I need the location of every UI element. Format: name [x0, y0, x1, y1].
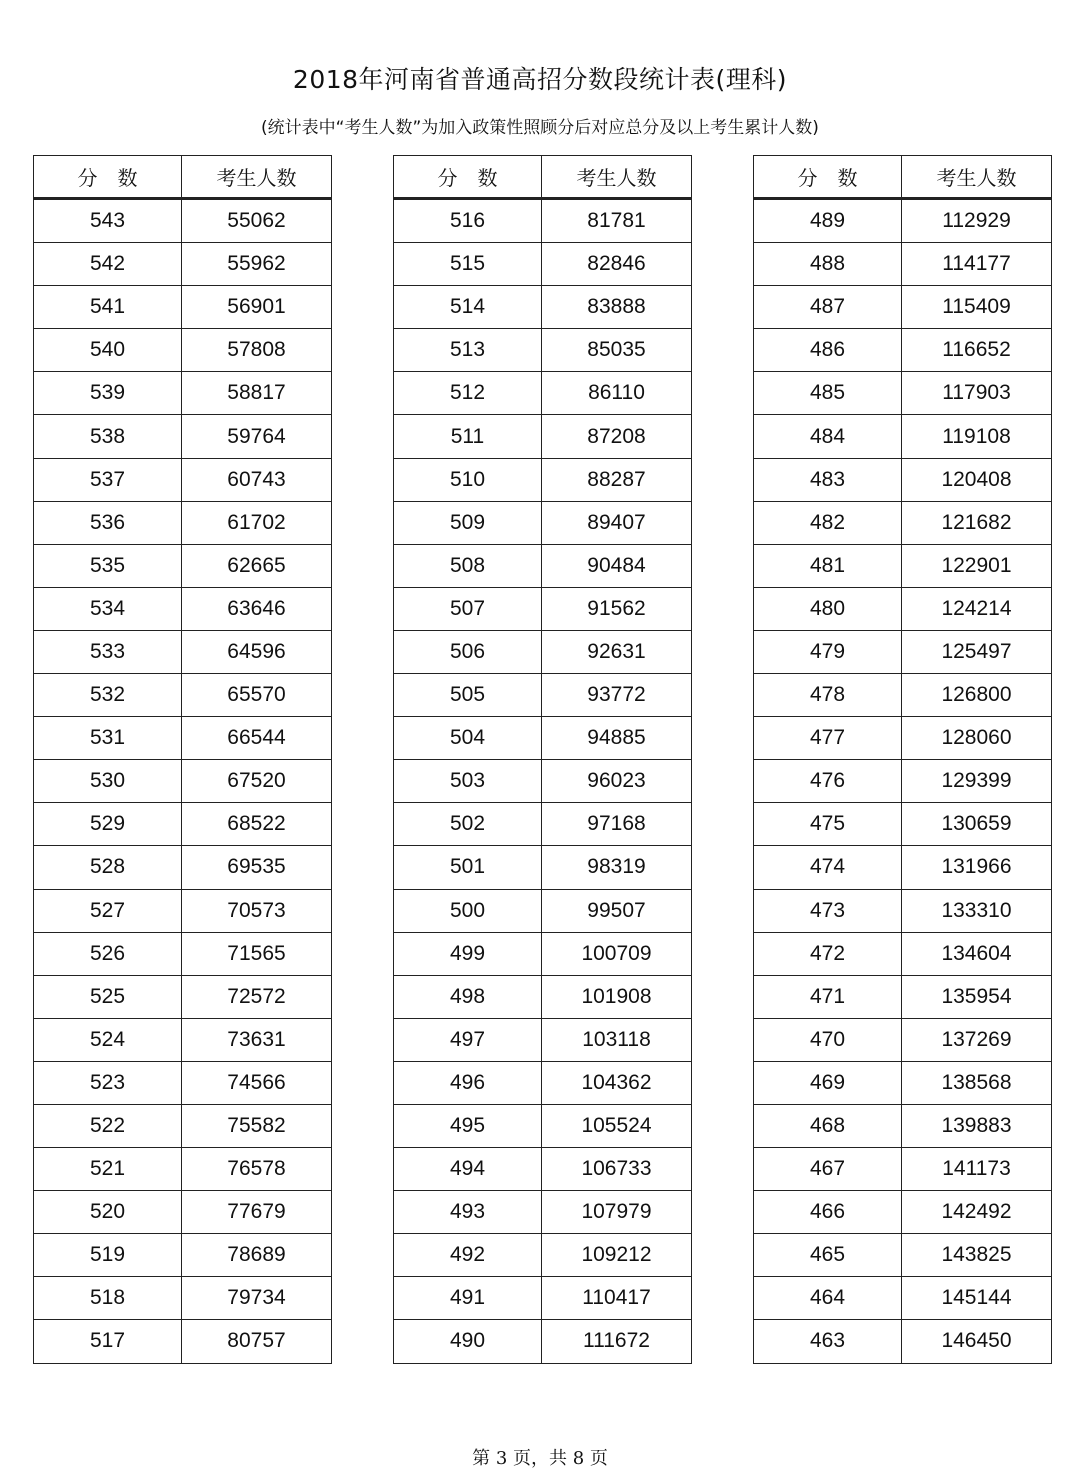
table-row [34, 1234, 332, 1277]
table-row [394, 1191, 692, 1234]
count-cell: 101908 [542, 975, 692, 1018]
count-cell: 109212 [542, 1234, 692, 1277]
score-cell: 521 [34, 1148, 182, 1191]
table-row [754, 501, 1052, 544]
count-cell: 100709 [542, 932, 692, 975]
table-row [394, 372, 692, 415]
count-cell: 75582 [182, 1104, 332, 1147]
count-cell: 88287 [542, 458, 692, 501]
table-row [754, 1018, 1052, 1061]
score-cell: 484 [754, 415, 902, 458]
count-cell: 145144 [902, 1277, 1052, 1320]
score-cell: 478 [754, 674, 902, 717]
count-cell: 57808 [182, 329, 332, 372]
table-row [394, 760, 692, 803]
score-cell: 490 [394, 1320, 542, 1363]
table-row [754, 458, 1052, 501]
score-cell: 465 [754, 1234, 902, 1277]
table-row [394, 1234, 692, 1277]
table-row [754, 760, 1052, 803]
count-cell: 129399 [902, 760, 1052, 803]
count-cell: 130659 [902, 803, 1052, 846]
table-row [34, 1320, 332, 1363]
count-cell: 62665 [182, 544, 332, 587]
score-cell: 487 [754, 286, 902, 329]
score-cell: 494 [394, 1148, 542, 1191]
count-cell: 119108 [902, 415, 1052, 458]
score-cell: 495 [394, 1104, 542, 1147]
count-cell: 131966 [902, 846, 1052, 889]
table-row [34, 803, 332, 846]
score-cell: 542 [34, 243, 182, 286]
score-cell: 529 [34, 803, 182, 846]
score-cell: 510 [394, 458, 542, 501]
count-cell: 121682 [902, 501, 1052, 544]
score-cell: 481 [754, 544, 902, 587]
table-row [34, 199, 332, 243]
score-cell: 500 [394, 889, 542, 932]
count-cell: 79734 [182, 1277, 332, 1320]
score-cell: 501 [394, 846, 542, 889]
score-cell: 503 [394, 760, 542, 803]
score-cell: 526 [34, 932, 182, 975]
page-subtitle: (统计表中“考生人数”为加入政策性照顾分后对应总分及以上考生累计人数) [261, 118, 819, 138]
table-row [394, 286, 692, 329]
table-row [754, 1191, 1052, 1234]
score-cell: 469 [754, 1061, 902, 1104]
table-row [394, 1018, 692, 1061]
table-row [34, 932, 332, 975]
count-cell: 128060 [902, 717, 1052, 760]
count-cell: 76578 [182, 1148, 332, 1191]
count-cell: 98319 [542, 846, 692, 889]
count-cell: 117903 [902, 372, 1052, 415]
score-cell: 524 [34, 1018, 182, 1061]
table-row [34, 501, 332, 544]
count-cell: 126800 [902, 674, 1052, 717]
score-cell: 491 [394, 1277, 542, 1320]
score-cell: 475 [754, 803, 902, 846]
score-cell: 534 [34, 587, 182, 630]
table-row [34, 1061, 332, 1104]
table-row [34, 1277, 332, 1320]
table-row [34, 630, 332, 673]
count-cell: 81781 [542, 199, 692, 243]
score-cell: 539 [34, 372, 182, 415]
count-cell: 137269 [902, 1018, 1052, 1061]
count-cell: 58817 [182, 372, 332, 415]
count-cell: 74566 [182, 1061, 332, 1104]
page-footer: 第 3 页，共 8 页 [472, 1448, 608, 1469]
table-row [754, 587, 1052, 630]
score-cell: 536 [34, 501, 182, 544]
count-cell: 124214 [902, 587, 1052, 630]
table-header-row [754, 156, 1052, 199]
table-row [754, 1320, 1052, 1363]
table-row [754, 1234, 1052, 1277]
count-cell: 138568 [902, 1061, 1052, 1104]
table-row [34, 372, 332, 415]
table-row [394, 199, 692, 243]
count-cell: 135954 [902, 975, 1052, 1018]
header-score: 分 数 [34, 156, 182, 199]
count-cell: 55962 [182, 243, 332, 286]
count-cell: 86110 [542, 372, 692, 415]
score-cell: 514 [394, 286, 542, 329]
count-cell: 66544 [182, 717, 332, 760]
score-cell: 520 [34, 1191, 182, 1234]
count-cell: 83888 [542, 286, 692, 329]
table-row [394, 1277, 692, 1320]
score-cell: 479 [754, 630, 902, 673]
count-cell: 106733 [542, 1148, 692, 1191]
header-count: 考生人数 [182, 156, 332, 199]
table-row [754, 975, 1052, 1018]
header-score: 分 数 [754, 156, 902, 199]
score-cell: 480 [754, 587, 902, 630]
table-row [754, 846, 1052, 889]
count-cell: 134604 [902, 932, 1052, 975]
score-cell: 499 [394, 932, 542, 975]
table-row [34, 329, 332, 372]
table-row [754, 286, 1052, 329]
score-cell: 476 [754, 760, 902, 803]
count-cell: 112929 [902, 199, 1052, 243]
table-row [34, 889, 332, 932]
score-cell: 506 [394, 630, 542, 673]
score-cell: 528 [34, 846, 182, 889]
count-cell: 71565 [182, 932, 332, 975]
table-row [754, 199, 1052, 243]
table-row [34, 717, 332, 760]
table-row [394, 243, 692, 286]
count-cell: 60743 [182, 458, 332, 501]
score-cell: 538 [34, 415, 182, 458]
table-header-row [34, 156, 332, 199]
count-cell: 73631 [182, 1018, 332, 1061]
table-row [754, 932, 1052, 975]
table-row [34, 415, 332, 458]
score-cell: 509 [394, 501, 542, 544]
score-table-2 [393, 155, 692, 1364]
table-row [34, 587, 332, 630]
table-row [754, 803, 1052, 846]
count-cell: 139883 [902, 1104, 1052, 1147]
count-cell: 96023 [542, 760, 692, 803]
table-header-row [394, 156, 692, 199]
score-cell: 507 [394, 587, 542, 630]
count-cell: 72572 [182, 975, 332, 1018]
score-cell: 517 [34, 1320, 182, 1363]
table-row [394, 975, 692, 1018]
table-row [394, 458, 692, 501]
score-cell: 511 [394, 415, 542, 458]
score-cell: 505 [394, 674, 542, 717]
count-cell: 92631 [542, 630, 692, 673]
header-count: 考生人数 [542, 156, 692, 199]
score-cell: 519 [34, 1234, 182, 1277]
score-cell: 518 [34, 1277, 182, 1320]
count-cell: 80757 [182, 1320, 332, 1363]
table-row [394, 846, 692, 889]
score-cell: 492 [394, 1234, 542, 1277]
table-row [394, 544, 692, 587]
table-row [754, 717, 1052, 760]
table-row [34, 1104, 332, 1147]
score-cell: 498 [394, 975, 542, 1018]
table-row [754, 674, 1052, 717]
count-cell: 90484 [542, 544, 692, 587]
table-row [754, 372, 1052, 415]
count-cell: 133310 [902, 889, 1052, 932]
count-cell: 85035 [542, 329, 692, 372]
count-cell: 93772 [542, 674, 692, 717]
table-row [394, 717, 692, 760]
score-cell: 531 [34, 717, 182, 760]
table-row [34, 1148, 332, 1191]
count-cell: 68522 [182, 803, 332, 846]
count-cell: 116652 [902, 329, 1052, 372]
count-cell: 87208 [542, 415, 692, 458]
count-cell: 120408 [902, 458, 1052, 501]
table-row [754, 415, 1052, 458]
table-row [34, 1191, 332, 1234]
count-cell: 82846 [542, 243, 692, 286]
score-cell: 464 [754, 1277, 902, 1320]
score-cell: 522 [34, 1104, 182, 1147]
score-cell: 474 [754, 846, 902, 889]
table-row [34, 975, 332, 1018]
table-row [394, 1320, 692, 1363]
table-row [394, 415, 692, 458]
table-row [34, 674, 332, 717]
score-cell: 532 [34, 674, 182, 717]
table-row [394, 932, 692, 975]
score-cell: 516 [394, 199, 542, 243]
table-row [394, 630, 692, 673]
count-cell: 107979 [542, 1191, 692, 1234]
count-cell: 143825 [902, 1234, 1052, 1277]
header-score: 分 数 [394, 156, 542, 199]
table-row [754, 329, 1052, 372]
score-table-1 [33, 155, 332, 1364]
count-cell: 105524 [542, 1104, 692, 1147]
table-row [754, 630, 1052, 673]
table-row [394, 1061, 692, 1104]
table-row [754, 544, 1052, 587]
header-count: 考生人数 [902, 156, 1052, 199]
count-cell: 64596 [182, 630, 332, 673]
table-row [34, 286, 332, 329]
score-cell: 489 [754, 199, 902, 243]
count-cell: 114177 [902, 243, 1052, 286]
table-row [394, 1104, 692, 1147]
count-cell: 125497 [902, 630, 1052, 673]
score-cell: 468 [754, 1104, 902, 1147]
count-cell: 91562 [542, 587, 692, 630]
score-cell: 533 [34, 630, 182, 673]
table-row [754, 1148, 1052, 1191]
score-cell: 467 [754, 1148, 902, 1191]
score-cell: 543 [34, 199, 182, 243]
count-cell: 122901 [902, 544, 1052, 587]
score-cell: 530 [34, 760, 182, 803]
count-cell: 99507 [542, 889, 692, 932]
score-cell: 540 [34, 329, 182, 372]
score-cell: 488 [754, 243, 902, 286]
count-cell: 110417 [542, 1277, 692, 1320]
count-cell: 56901 [182, 286, 332, 329]
table-row [394, 674, 692, 717]
score-cell: 497 [394, 1018, 542, 1061]
score-cell: 466 [754, 1191, 902, 1234]
count-cell: 89407 [542, 501, 692, 544]
score-cell: 463 [754, 1320, 902, 1363]
count-cell: 103118 [542, 1018, 692, 1061]
page-title: 2018年河南省普通高招分数段统计表(理科) [292, 65, 788, 94]
score-cell: 486 [754, 329, 902, 372]
score-cell: 485 [754, 372, 902, 415]
count-cell: 77679 [182, 1191, 332, 1234]
table-row [754, 1277, 1052, 1320]
score-cell: 541 [34, 286, 182, 329]
table-row [394, 587, 692, 630]
count-cell: 61702 [182, 501, 332, 544]
score-cell: 496 [394, 1061, 542, 1104]
score-cell: 472 [754, 932, 902, 975]
score-cell: 471 [754, 975, 902, 1018]
count-cell: 63646 [182, 587, 332, 630]
count-cell: 142492 [902, 1191, 1052, 1234]
table-row [394, 329, 692, 372]
count-cell: 59764 [182, 415, 332, 458]
count-cell: 65570 [182, 674, 332, 717]
score-cell: 470 [754, 1018, 902, 1061]
count-cell: 141173 [902, 1148, 1052, 1191]
count-cell: 111672 [542, 1320, 692, 1363]
score-cell: 512 [394, 372, 542, 415]
table-row [394, 501, 692, 544]
score-cell: 482 [754, 501, 902, 544]
score-cell: 504 [394, 717, 542, 760]
table-row [394, 889, 692, 932]
count-cell: 115409 [902, 286, 1052, 329]
table-row [754, 889, 1052, 932]
score-table-3 [753, 155, 1052, 1364]
count-cell: 55062 [182, 199, 332, 243]
score-cell: 527 [34, 889, 182, 932]
count-cell: 104362 [542, 1061, 692, 1104]
count-cell: 69535 [182, 846, 332, 889]
score-cell: 493 [394, 1191, 542, 1234]
table-row [754, 243, 1052, 286]
table-row [394, 1148, 692, 1191]
table-row [34, 846, 332, 889]
count-cell: 97168 [542, 803, 692, 846]
table-row [34, 458, 332, 501]
score-cell: 513 [394, 329, 542, 372]
count-cell: 78689 [182, 1234, 332, 1277]
score-cell: 525 [34, 975, 182, 1018]
score-cell: 477 [754, 717, 902, 760]
table-row [34, 544, 332, 587]
count-cell: 146450 [902, 1320, 1052, 1363]
table-row [754, 1061, 1052, 1104]
score-cell: 483 [754, 458, 902, 501]
count-cell: 70573 [182, 889, 332, 932]
table-row [34, 243, 332, 286]
score-cell: 473 [754, 889, 902, 932]
count-cell: 67520 [182, 760, 332, 803]
table-row [34, 1018, 332, 1061]
score-cell: 535 [34, 544, 182, 587]
score-cell: 523 [34, 1061, 182, 1104]
score-cell: 502 [394, 803, 542, 846]
table-row [394, 803, 692, 846]
score-cell: 508 [394, 544, 542, 587]
table-row [754, 1104, 1052, 1147]
score-cell: 537 [34, 458, 182, 501]
score-cell: 515 [394, 243, 542, 286]
table-row [34, 760, 332, 803]
count-cell: 94885 [542, 717, 692, 760]
